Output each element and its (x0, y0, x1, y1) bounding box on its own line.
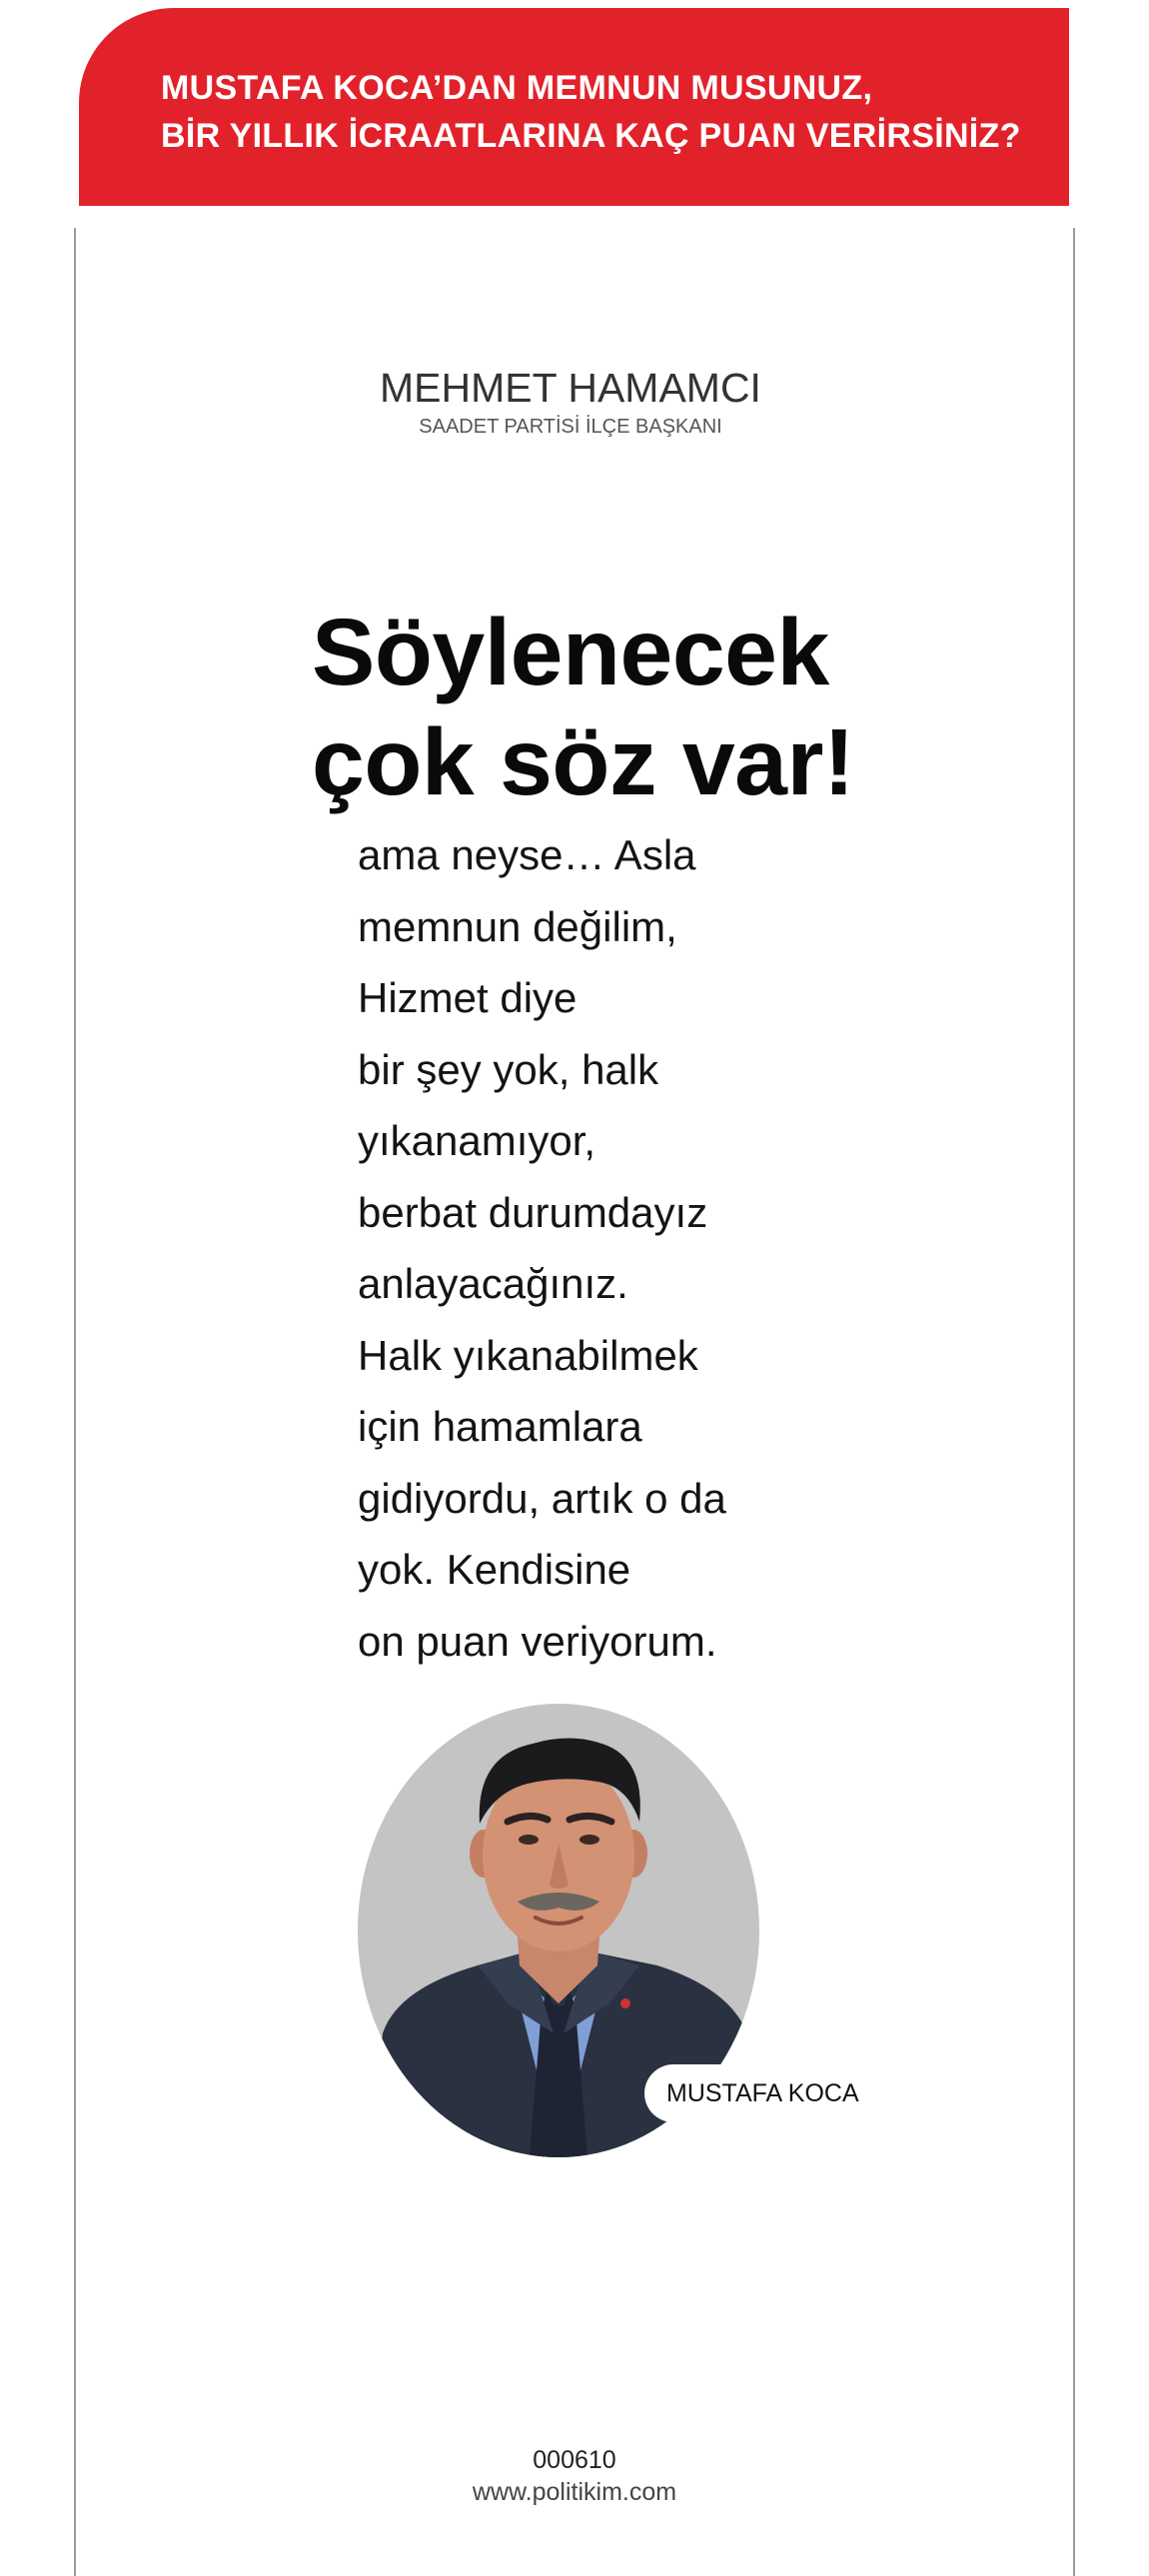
headline-line-2: çok söz var! (312, 709, 855, 815)
answer-line: Halk yıkanabilmek (358, 1331, 698, 1379)
page-frame-left (74, 228, 76, 2576)
answer-line: için hamamlara (358, 1403, 642, 1450)
answer-line: on puan veriyorum. (358, 1617, 717, 1665)
banner-question-line-2: BİR YILLIK İCRAATLARINA KAÇ PUAN VERİRSİNİZ? (161, 117, 1021, 155)
author-role: SAADET PARTİSİ İLÇE BAŞKANI (419, 416, 722, 438)
page-footer (0, 2444, 1149, 2508)
question-banner (79, 8, 1069, 206)
answer-line: bir şey yok, halk (358, 1045, 659, 1093)
headline-line-1: Söylenecek (312, 600, 829, 705)
answer-text (358, 819, 917, 1677)
answer-line: Hizmet diye (358, 974, 577, 1021)
author-block (0, 362, 1149, 440)
answer-line: gidiyordu, artık o da (358, 1474, 726, 1522)
footer-website: www.politikim.com (472, 2478, 677, 2506)
answer-line: ama neyse… Asla (358, 831, 696, 878)
answer-line: anlayacağınız. (358, 1260, 628, 1307)
page-frame-right (1073, 228, 1075, 2576)
author-name: MEHMET HAMAMCI (380, 365, 761, 411)
answer-line: yok. Kendisine (358, 1546, 631, 1593)
answer-line: memnun değilim, (358, 902, 677, 950)
headline (312, 598, 1031, 817)
answer-line: yıkanamıyor, (358, 1117, 596, 1164)
answer-line: berbat durumdayız (358, 1188, 708, 1236)
footer-code: 000610 (533, 2446, 616, 2474)
banner-question-line-1: MUSTAFA KOCA’DAN MEMNUN MUSUNUZ, (161, 69, 873, 107)
portrait-name-tag: MUSTAFA KOCA (644, 2064, 881, 2122)
